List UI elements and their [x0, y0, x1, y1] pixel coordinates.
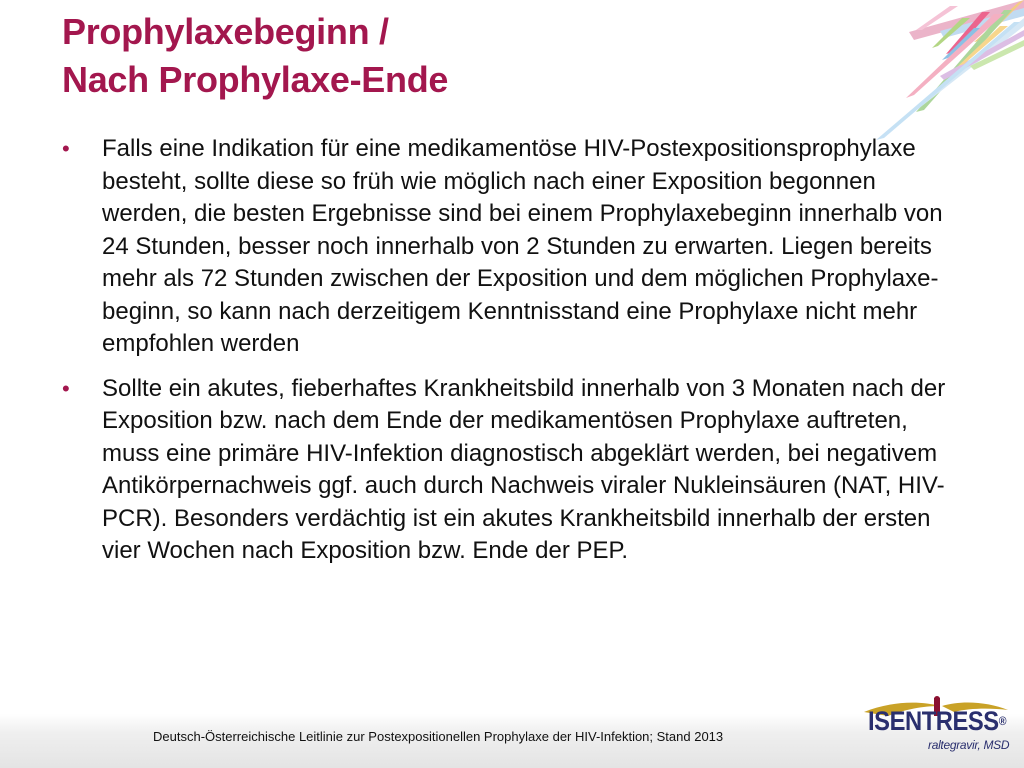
- bullet-item-2: [62, 373, 962, 568]
- bullet-marker: •: [62, 375, 70, 401]
- footer-citation: Deutsch-Österreichische Leitlinie zur Postexpositionellen Prophylaxe der HIV-Infektion; Stand 2013: [153, 729, 724, 744]
- bullet-marker: •: [62, 136, 70, 161]
- bullet-item-1: [62, 133, 962, 361]
- logo-generic-text: raltegravir, MSD: [928, 738, 1010, 752]
- slide-title: [62, 8, 448, 104]
- bullet-text-1: Falls eine Indikation für eine medikamentöse HIV-Postexpositionsprophylaxe besteht, sollte diese so früh wie möglich nach einer Exposition begonnen werden, die besten Ergebnisse sind bei einem Prophylaxebeginn innerhalb von 24 Stunden, besser noch innerhalb von 2 Stunden zu erwarten. Liegen bereits mehr als 72 Stunden zwischen der Exposition und dem möglichen Prophylaxe-beginn, so kann nach derzeitigem Kenntnisstand eine Prophylaxe nicht mehr empfohlen werden: [102, 135, 943, 357]
- logo-brand-text: ISENTRESS®: [868, 706, 1007, 736]
- title-line-1: Prophylaxebeginn /: [62, 11, 389, 52]
- title-line-2: Nach Prophylaxe-Ende: [62, 59, 449, 100]
- bullet-text-2: Sollte ein akutes, fieberhaftes Krankheitsbild innerhalb von 3 Monaten nach der Exposition bzw. nach dem Ende der medikamentösen Prophylaxe auftreten, muss eine primäre HIV-Infektion diagnostisch abgeklärt werden, bei negativem Antikörpernachweis ggf. auch durch Nachweis viraler Nukleinsäuren (NAT, HIV-PCR). Besonders verdächtig ist ein akutes Krankheitsbild innerhalb der ersten vier Wochen nach Exposition bzw. Ende der PEP.: [102, 374, 946, 564]
- decorative-ribbons-graphic: [854, 0, 1024, 150]
- bullet-list: [62, 133, 962, 580]
